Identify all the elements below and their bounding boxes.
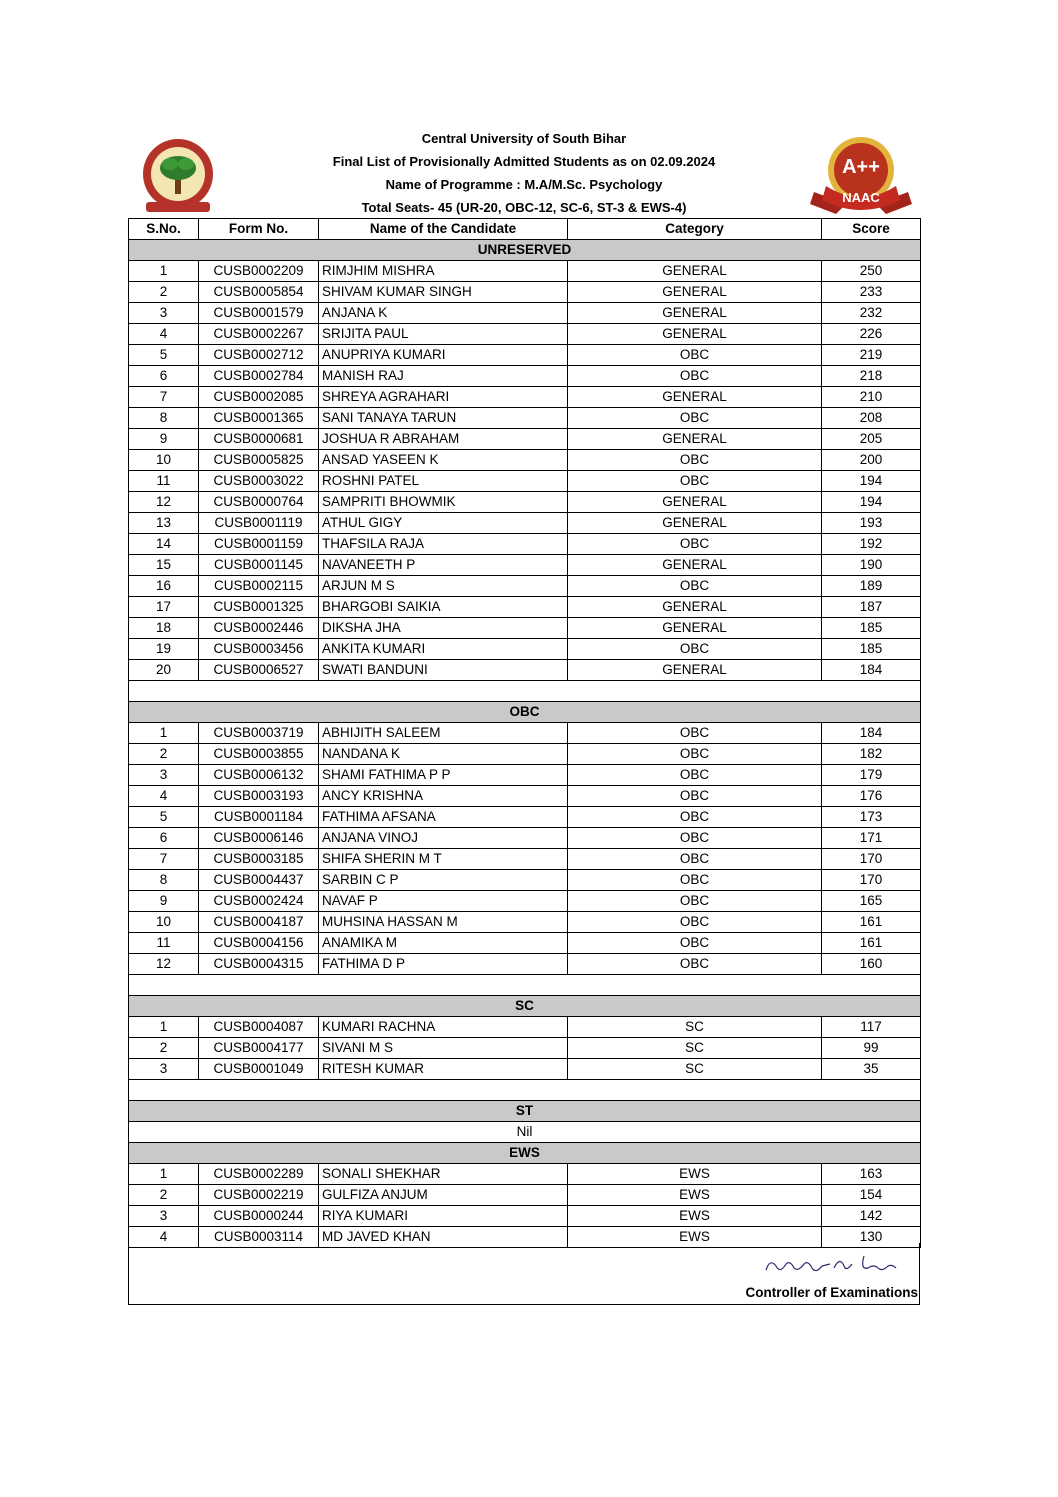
form-no-cell: CUSB0006146 <box>199 828 319 849</box>
score-cell: 171 <box>822 828 921 849</box>
category-cell: GENERAL <box>568 282 822 303</box>
admission-table <box>128 218 921 1248</box>
name-cell: SHIFA SHERIN M T <box>319 849 568 870</box>
form-no-cell: CUSB0003456 <box>199 639 319 660</box>
category-cell: GENERAL <box>568 513 822 534</box>
score-cell: 205 <box>822 429 921 450</box>
table-row <box>129 1038 921 1059</box>
category-cell: GENERAL <box>568 618 822 639</box>
score-cell: 176 <box>822 786 921 807</box>
spacer-cell <box>129 681 921 702</box>
form-no-cell: CUSB0004156 <box>199 933 319 954</box>
list-title: Final List of Provisionally Admitted Students as on 02.09.2024 <box>332 154 716 169</box>
name-cell: ANUPRIYA KUMARI <box>319 345 568 366</box>
score-cell: 192 <box>822 534 921 555</box>
score-cell: 210 <box>822 387 921 408</box>
form-no-cell: CUSB0001049 <box>199 1059 319 1080</box>
form-no-cell: CUSB0004187 <box>199 912 319 933</box>
sno-cell: 12 <box>129 492 199 513</box>
table-row <box>129 912 921 933</box>
table-row <box>129 786 921 807</box>
table-row <box>129 870 921 891</box>
table-row <box>129 933 921 954</box>
category-cell: SC <box>568 1038 822 1059</box>
sno-cell: 11 <box>129 471 199 492</box>
category-cell: GENERAL <box>568 492 822 513</box>
section-title: UNRESERVED <box>129 240 921 261</box>
sno-cell: 17 <box>129 597 199 618</box>
name-cell: THAFSILA RAJA <box>319 534 568 555</box>
name-cell: NAVANEETH P <box>319 555 568 576</box>
score-cell: 219 <box>822 345 921 366</box>
category-cell: EWS <box>568 1206 822 1227</box>
score-cell: 193 <box>822 513 921 534</box>
sno-cell: 1 <box>129 1164 199 1185</box>
score-cell: 184 <box>822 723 921 744</box>
score-cell: 184 <box>822 660 921 681</box>
name-cell: SHIVAM KUMAR SINGH <box>319 282 568 303</box>
score-cell: 185 <box>822 618 921 639</box>
name-cell: DIKSHA JHA <box>319 618 568 639</box>
name-cell: MANISH RAJ <box>319 366 568 387</box>
sno-cell: 3 <box>129 765 199 786</box>
table-row <box>129 1206 921 1227</box>
score-cell: 189 <box>822 576 921 597</box>
name-cell: ANJANA K <box>319 303 568 324</box>
col-form-no: Form No. <box>199 219 319 240</box>
category-cell: GENERAL <box>568 324 822 345</box>
form-no-cell: CUSB0004315 <box>199 954 319 975</box>
score-cell: 190 <box>822 555 921 576</box>
name-cell: SRIJITA PAUL <box>319 324 568 345</box>
category-cell: OBC <box>568 786 822 807</box>
sno-cell: 2 <box>129 744 199 765</box>
sno-cell: 12 <box>129 954 199 975</box>
name-cell: SHREYA AGRAHARI <box>319 387 568 408</box>
section-header <box>129 1143 921 1164</box>
table-header-row <box>129 219 921 240</box>
form-no-cell: CUSB0003114 <box>199 1227 319 1248</box>
form-no-cell: CUSB0001365 <box>199 408 319 429</box>
sno-cell: 5 <box>129 807 199 828</box>
table-row <box>129 1185 921 1206</box>
table-row <box>129 723 921 744</box>
col-category: Category <box>568 219 822 240</box>
table-row <box>129 450 921 471</box>
name-cell: RITESH KUMAR <box>319 1059 568 1080</box>
table-row <box>129 891 921 912</box>
category-cell: OBC <box>568 450 822 471</box>
category-cell: SC <box>568 1017 822 1038</box>
university-name: Central University of South Bihar <box>421 131 627 146</box>
table-row <box>129 261 921 282</box>
score-cell: 35 <box>822 1059 921 1080</box>
table-row <box>129 597 921 618</box>
section-header <box>129 702 921 723</box>
sno-cell: 4 <box>129 324 199 345</box>
form-no-cell: CUSB0002219 <box>199 1185 319 1206</box>
table-row <box>129 807 921 828</box>
category-cell: GENERAL <box>568 387 822 408</box>
naac-name: NAAC <box>842 190 880 205</box>
table-row <box>129 471 921 492</box>
spacer-row <box>129 975 921 996</box>
sno-cell: 8 <box>129 870 199 891</box>
sno-cell: 16 <box>129 576 199 597</box>
score-cell: 99 <box>822 1038 921 1059</box>
category-cell: OBC <box>568 534 822 555</box>
category-cell: OBC <box>568 912 822 933</box>
category-cell: OBC <box>568 471 822 492</box>
category-cell: GENERAL <box>568 597 822 618</box>
form-no-cell: CUSB0002085 <box>199 387 319 408</box>
table-row <box>129 828 921 849</box>
section-header <box>129 1101 921 1122</box>
form-no-cell: CUSB0000681 <box>199 429 319 450</box>
name-cell: ANJANA VINOJ <box>319 828 568 849</box>
sno-cell: 1 <box>129 723 199 744</box>
section-title: EWS <box>129 1143 921 1164</box>
form-no-cell: CUSB0006132 <box>199 765 319 786</box>
score-cell: 218 <box>822 366 921 387</box>
table-row <box>129 408 921 429</box>
form-no-cell: CUSB0001184 <box>199 807 319 828</box>
table-row <box>129 618 921 639</box>
form-no-cell: CUSB0001325 <box>199 597 319 618</box>
total-seats: Total Seats- 45 (UR-20, OBC-12, SC-6, ST-3 & EWS-4) <box>361 200 687 215</box>
name-cell: ATHUL GIGY <box>319 513 568 534</box>
table-row <box>129 387 921 408</box>
category-cell: OBC <box>568 408 822 429</box>
name-cell: ANCY KRISHNA <box>319 786 568 807</box>
name-cell: KUMARI RACHNA <box>319 1017 568 1038</box>
name-cell: ANSAD YASEEN K <box>319 450 568 471</box>
col-name: Name of the Candidate <box>319 219 568 240</box>
score-cell: 233 <box>822 282 921 303</box>
sno-cell: 1 <box>129 1017 199 1038</box>
name-cell: GULFIZA ANJUM <box>319 1185 568 1206</box>
programme-name: Name of Programme : M.A/M.Sc. Psychology <box>385 177 663 192</box>
score-cell: 117 <box>822 1017 921 1038</box>
form-no-cell: CUSB0002446 <box>199 618 319 639</box>
name-cell: SHAMI FATHIMA P P <box>319 765 568 786</box>
form-no-cell: CUSB0003193 <box>199 786 319 807</box>
signature <box>760 1250 900 1280</box>
form-no-cell: CUSB0003719 <box>199 723 319 744</box>
category-cell: OBC <box>568 828 822 849</box>
form-no-cell: CUSB0003022 <box>199 471 319 492</box>
table-row <box>129 492 921 513</box>
table-row <box>129 744 921 765</box>
table-row <box>129 282 921 303</box>
score-cell: 200 <box>822 450 921 471</box>
category-cell: GENERAL <box>568 660 822 681</box>
sno-cell: 9 <box>129 891 199 912</box>
table-row <box>129 576 921 597</box>
name-cell: NAVAF P <box>319 891 568 912</box>
category-cell: OBC <box>568 345 822 366</box>
sno-cell: 11 <box>129 933 199 954</box>
category-cell: GENERAL <box>568 429 822 450</box>
score-cell: 160 <box>822 954 921 975</box>
table-row <box>129 303 921 324</box>
section-title: ST <box>129 1101 921 1122</box>
category-cell: OBC <box>568 576 822 597</box>
name-cell: SARBIN C P <box>319 870 568 891</box>
category-cell: GENERAL <box>568 555 822 576</box>
score-cell: 194 <box>822 492 921 513</box>
name-cell: ARJUN M S <box>319 576 568 597</box>
form-no-cell: CUSB0002424 <box>199 891 319 912</box>
category-cell: OBC <box>568 807 822 828</box>
name-cell: NANDANA K <box>319 744 568 765</box>
col-sno: S.No. <box>129 219 199 240</box>
spacer-cell <box>129 975 921 996</box>
name-cell: SANI TANAYA TARUN <box>319 408 568 429</box>
category-cell: OBC <box>568 765 822 786</box>
category-cell: SC <box>568 1059 822 1080</box>
name-cell: FATHIMA AFSANA <box>319 807 568 828</box>
sno-cell: 5 <box>129 345 199 366</box>
name-cell: FATHIMA D P <box>319 954 568 975</box>
sno-cell: 15 <box>129 555 199 576</box>
sno-cell: 6 <box>129 828 199 849</box>
table-row <box>129 1164 921 1185</box>
sno-cell: 14 <box>129 534 199 555</box>
category-cell: OBC <box>568 639 822 660</box>
sno-cell: 3 <box>129 1206 199 1227</box>
form-no-cell: CUSB0001159 <box>199 534 319 555</box>
section-title: SC <box>129 996 921 1017</box>
table-row <box>129 849 921 870</box>
section-header <box>129 996 921 1017</box>
form-no-cell: CUSB0003185 <box>199 849 319 870</box>
score-cell: 154 <box>822 1185 921 1206</box>
form-no-cell: CUSB0002784 <box>199 366 319 387</box>
form-no-cell: CUSB0000764 <box>199 492 319 513</box>
sno-cell: 10 <box>129 450 199 471</box>
sno-cell: 7 <box>129 849 199 870</box>
spacer-row <box>129 1080 921 1101</box>
nil-cell: Nil <box>129 1122 921 1143</box>
table-row <box>129 534 921 555</box>
category-cell: GENERAL <box>568 303 822 324</box>
score-cell: 182 <box>822 744 921 765</box>
form-no-cell: CUSB0005854 <box>199 282 319 303</box>
category-cell: OBC <box>568 744 822 765</box>
table-row <box>129 1059 921 1080</box>
nil-row <box>129 1122 921 1143</box>
score-cell: 161 <box>822 912 921 933</box>
score-cell: 163 <box>822 1164 921 1185</box>
form-no-cell: CUSB0005825 <box>199 450 319 471</box>
name-cell: MD JAVED KHAN <box>319 1227 568 1248</box>
table-body <box>129 240 921 1248</box>
score-cell: 165 <box>822 891 921 912</box>
name-cell: JOSHUA R ABRAHAM <box>319 429 568 450</box>
name-cell: SONALI SHEKHAR <box>319 1164 568 1185</box>
sno-cell: 6 <box>129 366 199 387</box>
sno-cell: 9 <box>129 429 199 450</box>
controller-of-examinations: Controller of Examinations <box>745 1285 918 1300</box>
category-cell: OBC <box>568 366 822 387</box>
name-cell: ANAMIKA M <box>319 933 568 954</box>
score-cell: 161 <box>822 933 921 954</box>
name-cell: MUHSINA HASSAN M <box>319 912 568 933</box>
form-no-cell: CUSB0002289 <box>199 1164 319 1185</box>
table-row <box>129 765 921 786</box>
document-header <box>128 128 920 218</box>
col-score: Score <box>822 219 921 240</box>
name-cell: ANKITA KUMARI <box>319 639 568 660</box>
sno-cell: 2 <box>129 1038 199 1059</box>
table-row <box>129 555 921 576</box>
sno-cell: 13 <box>129 513 199 534</box>
section-title: OBC <box>129 702 921 723</box>
form-no-cell: CUSB0000244 <box>199 1206 319 1227</box>
form-no-cell: CUSB0001579 <box>199 303 319 324</box>
category-cell: EWS <box>568 1164 822 1185</box>
naac-grade: A++ <box>842 156 880 178</box>
name-cell: ROSHNI PATEL <box>319 471 568 492</box>
category-cell: OBC <box>568 870 822 891</box>
table-row <box>129 345 921 366</box>
score-cell: 170 <box>822 870 921 891</box>
table-row <box>129 639 921 660</box>
table-row <box>129 324 921 345</box>
score-cell: 187 <box>822 597 921 618</box>
name-cell: RIYA KUMARI <box>319 1206 568 1227</box>
score-cell: 185 <box>822 639 921 660</box>
spacer-row <box>129 681 921 702</box>
form-no-cell: CUSB0004437 <box>199 870 319 891</box>
name-cell: SWATI BANDUNI <box>319 660 568 681</box>
table-row <box>129 660 921 681</box>
form-no-cell: CUSB0002712 <box>199 345 319 366</box>
form-no-cell: CUSB0003855 <box>199 744 319 765</box>
form-no-cell: CUSB0002115 <box>199 576 319 597</box>
section-header <box>129 240 921 261</box>
score-cell: 179 <box>822 765 921 786</box>
table-row <box>129 1017 921 1038</box>
score-cell: 194 <box>822 471 921 492</box>
sno-cell: 4 <box>129 786 199 807</box>
sno-cell: 4 <box>129 1227 199 1248</box>
score-cell: 208 <box>822 408 921 429</box>
score-cell: 232 <box>822 303 921 324</box>
sno-cell: 2 <box>129 1185 199 1206</box>
sno-cell: 1 <box>129 261 199 282</box>
score-cell: 250 <box>822 261 921 282</box>
category-cell: OBC <box>568 891 822 912</box>
sno-cell: 7 <box>129 387 199 408</box>
name-cell: SIVANI M S <box>319 1038 568 1059</box>
score-cell: 130 <box>822 1227 921 1248</box>
form-no-cell: CUSB0001119 <box>199 513 319 534</box>
name-cell: BHARGOBI SAIKIA <box>319 597 568 618</box>
score-cell: 170 <box>822 849 921 870</box>
category-cell: OBC <box>568 933 822 954</box>
category-cell: OBC <box>568 954 822 975</box>
spacer-cell <box>129 1080 921 1101</box>
sno-cell: 20 <box>129 660 199 681</box>
category-cell: GENERAL <box>568 261 822 282</box>
form-no-cell: CUSB0002267 <box>199 324 319 345</box>
name-cell: ABHIJITH SALEEM <box>319 723 568 744</box>
sno-cell: 19 <box>129 639 199 660</box>
table-row <box>129 513 921 534</box>
category-cell: EWS <box>568 1227 822 1248</box>
sno-cell: 18 <box>129 618 199 639</box>
score-cell: 226 <box>822 324 921 345</box>
category-cell: OBC <box>568 723 822 744</box>
score-cell: 142 <box>822 1206 921 1227</box>
form-no-cell: CUSB0004087 <box>199 1017 319 1038</box>
table-row <box>129 954 921 975</box>
form-no-cell: CUSB0004177 <box>199 1038 319 1059</box>
form-no-cell: CUSB0002209 <box>199 261 319 282</box>
category-cell: EWS <box>568 1185 822 1206</box>
sno-cell: 3 <box>129 303 199 324</box>
table-row <box>129 429 921 450</box>
category-cell: OBC <box>568 849 822 870</box>
form-no-cell: CUSB0001145 <box>199 555 319 576</box>
name-cell: SAMPRITI BHOWMIK <box>319 492 568 513</box>
sno-cell: 8 <box>129 408 199 429</box>
name-cell: RIMJHIM MISHRA <box>319 261 568 282</box>
sno-cell: 3 <box>129 1059 199 1080</box>
score-cell: 173 <box>822 807 921 828</box>
form-no-cell: CUSB0006527 <box>199 660 319 681</box>
sno-cell: 2 <box>129 282 199 303</box>
table-row <box>129 366 921 387</box>
sno-cell: 10 <box>129 912 199 933</box>
